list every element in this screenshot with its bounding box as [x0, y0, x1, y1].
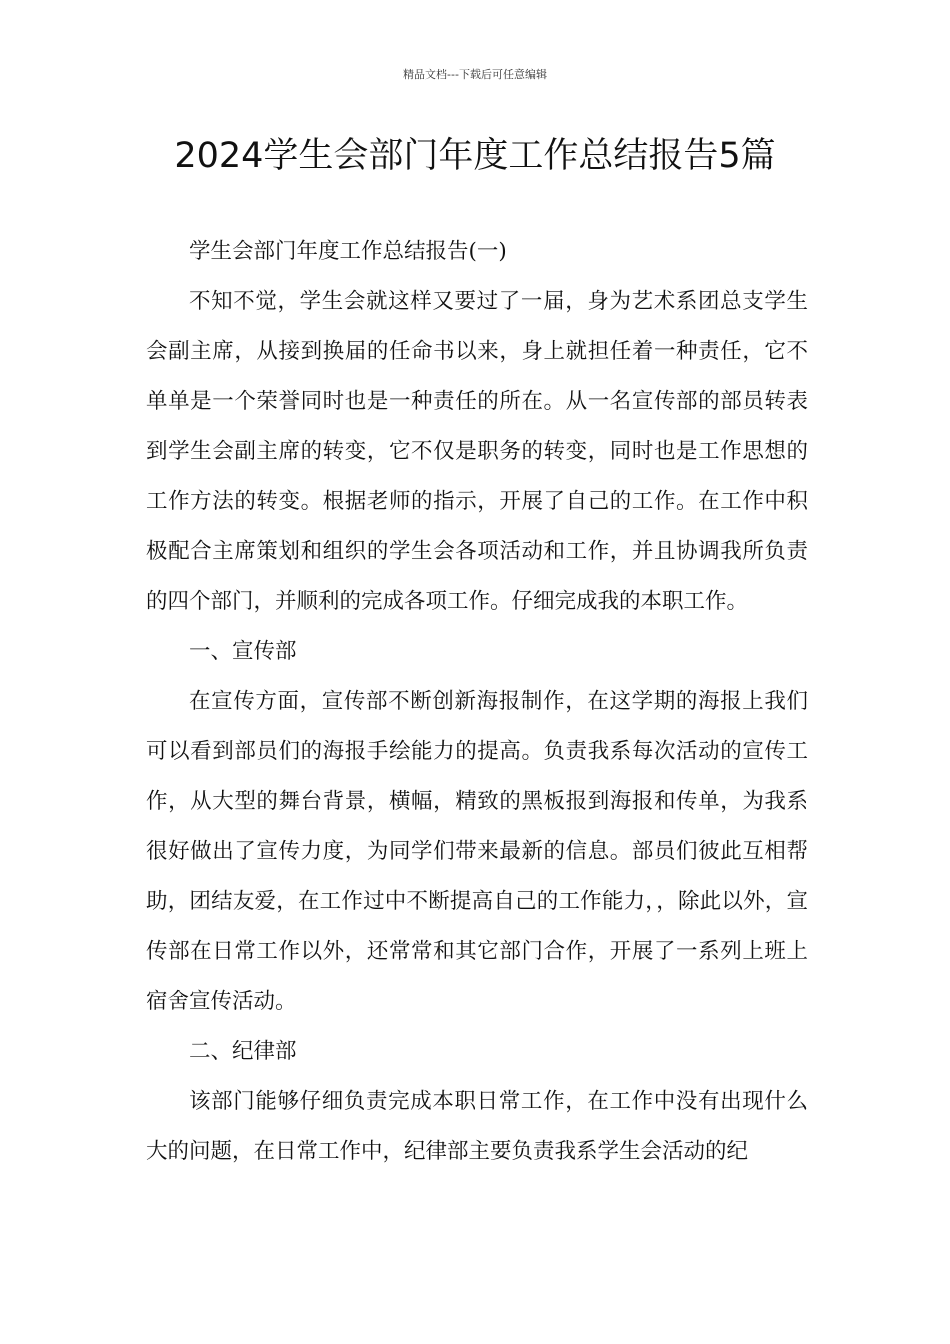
- paragraph-intro: 不知不觉，学生会就这样又要过了一届，身为艺术系团总支学生会副主席，从接到换届的任命书以来，身上就担任着一种责任，它不单单是一个荣誉同时也是一种责任的所在。从一名宣传部的部员转表到学生会副主席的转变，它不仅是职务的转变，同时也是工作思想的工作方法的转变。根据老师的指示，开展了自己的工作。在工作中积极配合主席策划和组织的学生会各项活动和工作，并且协调我所负责的四个部门，并顺利的完成各项工作。仔细完成我的本职工作。: [146, 289, 808, 614]
- paragraph-publicity: 在宣传方面，宣传部不断创新海报制作，在这学期的海报上我们可以看到部员们的海报手绘能力的提高。负责我系每次活动的宣传工作，从大型的舞台背景，横幅，精致的黑板报到海报和传单，为我系很好做出了宣传力度，为同学们带来最新的信息。部员们彼此互相帮助，团结友爱，在工作过中不断提高自己的工作能力，，除此以外，宣传部在日常工作以外，还常常和其它部门合作，开展了一系列上班上宿舍宣传活动。: [146, 689, 808, 1014]
- document-body: [146, 227, 808, 1177]
- section-heading-report-1: 学生会部门年度工作总结报告(一): [189, 239, 507, 264]
- document-title: 2024学生会部门年度工作总结报告5篇: [174, 136, 776, 176]
- section-heading-discipline: 二、纪律部: [189, 1039, 297, 1064]
- paragraph-discipline: 该部门能够仔细负责完成本职日常工作，在工作中没有出现什么大的问题，在日常工作中，纪律部主要负责我系学生会活动的纪: [146, 1089, 808, 1164]
- section-heading-publicity: 一、宣传部: [189, 639, 297, 664]
- header-note: 精品文档---下载后可任意编辑: [403, 68, 547, 81]
